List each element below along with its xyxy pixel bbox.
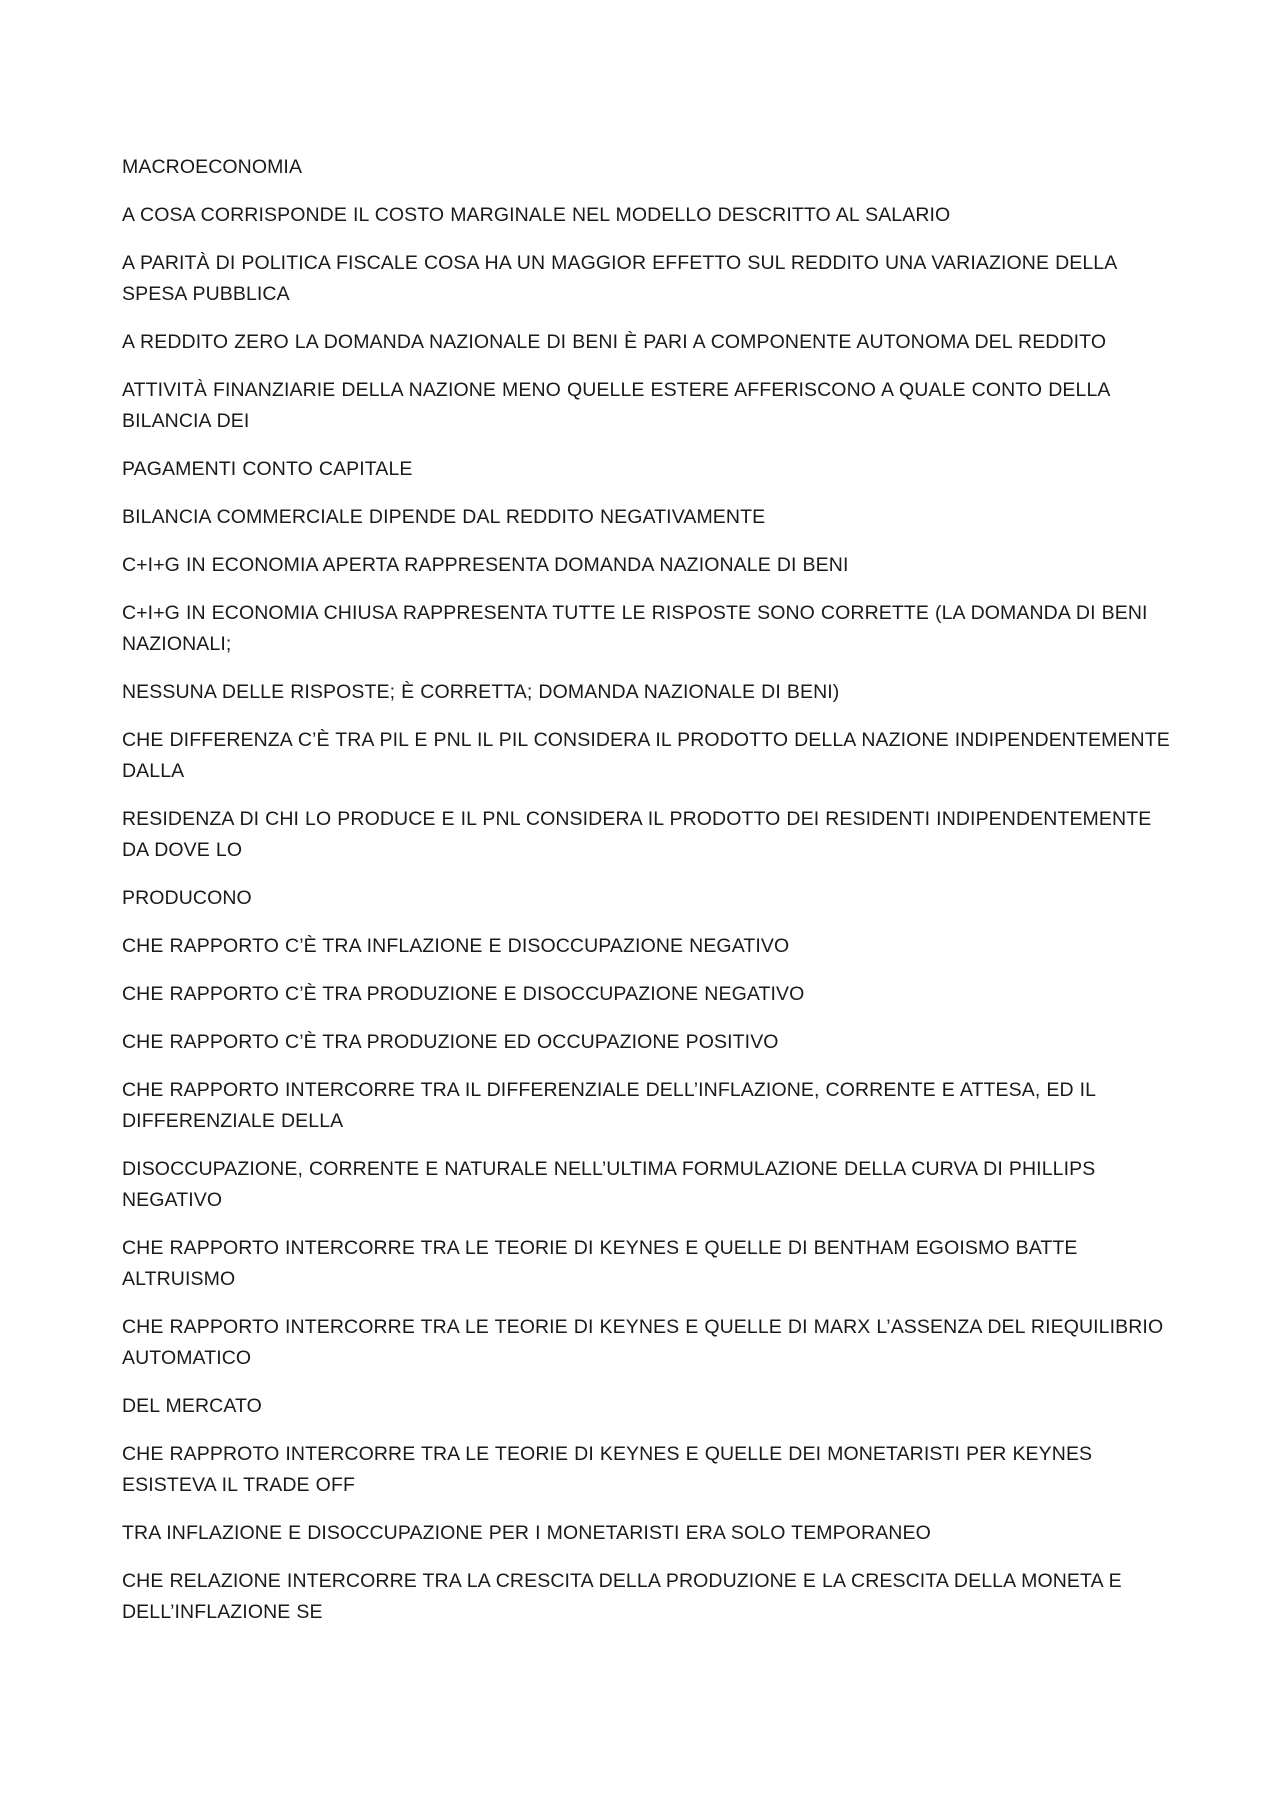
paragraph: PAGAMENTI CONTO CAPITALE [122,458,413,480]
paragraph: CHE RAPPORTO C’È TRA PRODUZIONE E DISOCCUPAZIONE NEGATIVO [122,983,805,1005]
paragraph: NESSUNA DELLE RISPOSTE; È CORRETTA; DOMANDA NAZIONALE DI BENI) [122,681,840,703]
paragraph: CHE RAPPORTO C’È TRA PRODUZIONE ED OCCUPAZIONE POSITIVO [122,1031,779,1053]
paragraph: CHE RAPPORTO INTERCORRE TRA LE TEORIE DI KEYNES E QUELLE DI MARX L’ASSENZA DEL RIEQUILIBRIO AUTOMATICO [122,1316,1164,1369]
paragraph: BILANCIA COMMERCIALE DIPENDE DAL REDDITO NEGATIVAMENTE [122,506,766,528]
paragraph: ATTIVITÀ FINANZIARIE DELLA NAZIONE MENO QUELLE ESTERE AFFERISCONO A QUALE CONTO DELLA BILANCIA DEI [122,379,1110,432]
paragraph: CHE RELAZIONE INTERCORRE TRA LA CRESCITA DELLA PRODUZIONE E LA CRESCITA DELLA MONETA E DELL’INFLAZIONE SE [122,1570,1122,1623]
paragraph: C+I+G IN ECONOMIA CHIUSA RAPPRESENTA TUTTE LE RISPOSTE SONO CORRETTE (LA DOMANDA DI BENI NAZIONALI; [122,602,1148,655]
paragraph: RESIDENZA DI CHI LO PRODUCE E IL PNL CONSIDERA IL PRODOTTO DEI RESIDENTI INDIPENDENTEMENTE DA DOVE LO [122,808,1152,861]
paragraph: CHE RAPPORTO INTERCORRE TRA LE TEORIE DI KEYNES E QUELLE DI BENTHAM EGOISMO BATTE ALTRUISMO [122,1237,1078,1290]
paragraph: A REDDITO ZERO LA DOMANDA NAZIONALE DI BENI È PARI A COMPONENTE AUTONOMA DEL REDDITO [122,331,1107,353]
paragraph: CHE RAPPROTO INTERCORRE TRA LE TEORIE DI KEYNES E QUELLE DEI MONETARISTI PER KEYNES ESISTEVA IL TRADE OFF [122,1443,1093,1496]
paragraph: A COSA CORRISPONDE IL COSTO MARGINALE NEL MODELLO DESCRITTO AL SALARIO [122,204,951,226]
document-body [122,152,1172,1645]
paragraph: PRODUCONO [122,887,252,909]
paragraph: DISOCCUPAZIONE, CORRENTE E NATURALE NELL’ULTIMA FORMULAZIONE DELLA CURVA DI PHILLIPS NEGATIVO [122,1158,1096,1211]
paragraph: CHE RAPPORTO C’È TRA INFLAZIONE E DISOCCUPAZIONE NEGATIVO [122,935,790,957]
paragraph: CHE RAPPORTO INTERCORRE TRA IL DIFFERENZIALE DELL’INFLAZIONE, CORRENTE E ATTESA, ED IL DIFFERENZIALE DELLA [122,1079,1096,1132]
document-title: MACROECONOMIA [122,156,303,178]
paragraph: CHE DIFFERENZA C’È TRA PIL E PNL IL PIL CONSIDERA IL PRODOTTO DELLA NAZIONE INDIPENDENTEMENTE DALLA [122,729,1170,782]
paragraph: C+I+G IN ECONOMIA APERTA RAPPRESENTA DOMANDA NAZIONALE DI BENI [122,554,849,576]
paragraph: DEL MERCATO [122,1395,262,1417]
paragraph: TRA INFLAZIONE E DISOCCUPAZIONE PER I MONETARISTI ERA SOLO TEMPORANEO [122,1522,931,1544]
paragraph: A PARITÀ DI POLITICA FISCALE COSA HA UN MAGGIOR EFFETTO SUL REDDITO UNA VARIAZIONE DELLA SPESA PUBBLICA [122,252,1117,305]
